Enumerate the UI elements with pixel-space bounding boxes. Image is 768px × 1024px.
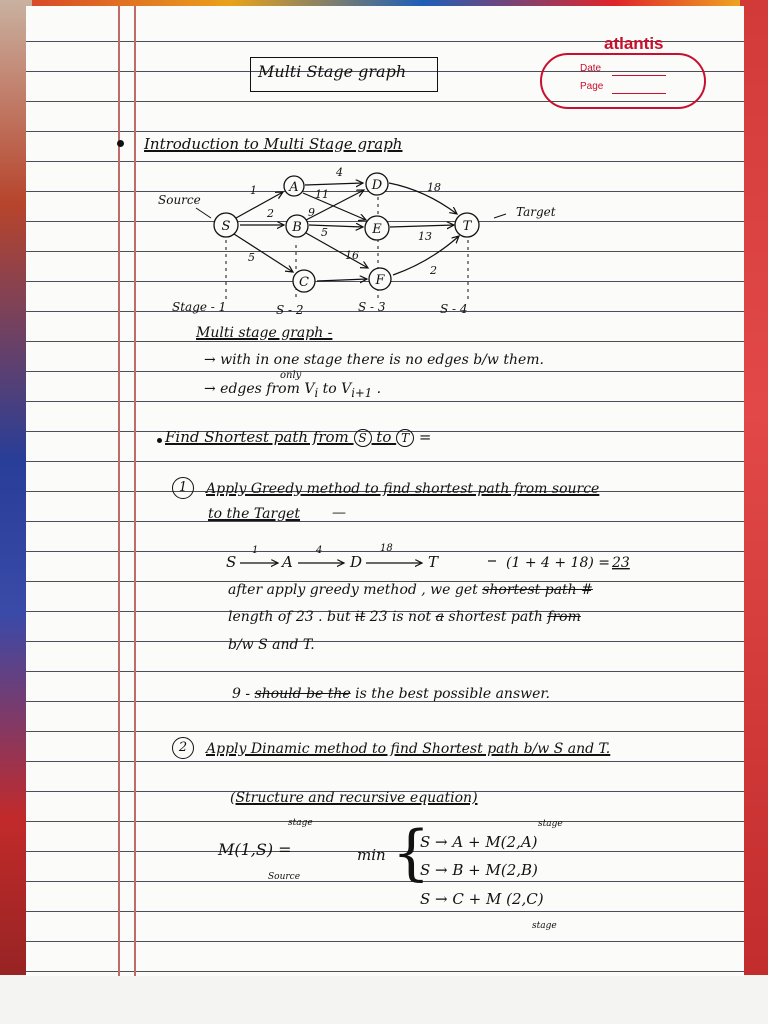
- definition-point-2: [204, 381, 381, 400]
- step-number-2: 2: [172, 737, 194, 759]
- graph-edge: [389, 183, 457, 214]
- graph-edge: [305, 183, 363, 185]
- struck-text: should be the: [254, 686, 351, 702]
- stage-label: S - 4: [440, 302, 468, 316]
- path-sum: (1 + 4 + 18) =: [506, 555, 610, 571]
- node-label: E: [372, 222, 382, 237]
- edge-weight: 2: [267, 207, 274, 220]
- recurrence-lhs: M(1,S) =: [218, 840, 292, 859]
- edge-weight: 4: [336, 166, 343, 179]
- background-bottom: [0, 975, 768, 1024]
- heading-dash: =: [414, 428, 432, 446]
- recurrence-case-1: S → A + M(2,A): [420, 833, 538, 851]
- edge-weight: 13: [418, 230, 432, 243]
- edge-weight: 16: [345, 249, 359, 262]
- greedy-remark-2: [228, 609, 581, 625]
- subscript-i: i: [314, 385, 319, 400]
- node-label: C: [299, 275, 309, 290]
- annotation-stage: stage: [532, 921, 557, 931]
- node-label: S: [221, 219, 231, 234]
- brace-icon: {: [392, 818, 431, 888]
- path-weight: 18: [380, 543, 393, 554]
- remark-text: 23 is not: [365, 609, 436, 625]
- stage-label: Stage - 1: [172, 300, 227, 314]
- node-s-circled: S: [354, 429, 372, 447]
- edge-weight: 1: [250, 184, 257, 197]
- edge-weight: 2: [430, 264, 437, 277]
- step-number-1: 1: [172, 477, 194, 499]
- node-label: T: [462, 219, 472, 234]
- path-weight: 1: [252, 545, 259, 556]
- intro-heading: Introduction to Multi Stage graph: [144, 135, 403, 153]
- node-label: D: [371, 178, 383, 193]
- date-label: Date: [580, 63, 602, 74]
- edge-weight: 5: [248, 251, 255, 264]
- annotation-source: Source: [268, 872, 301, 882]
- stage-label: S - 2: [276, 303, 304, 317]
- point2-to: to V: [318, 381, 352, 397]
- path-node: A: [282, 553, 293, 571]
- note-text: is the best possible answer.: [350, 686, 550, 702]
- remark-text: length of 23 . but: [228, 609, 356, 625]
- structure-heading: (Structure and recursive equation): [230, 790, 478, 806]
- path-node: D: [350, 553, 363, 571]
- definition-point-1: → with in one stage there is no edges b/w them.: [204, 352, 544, 368]
- stage-label: S - 3: [358, 300, 386, 314]
- edge-weight: 5: [321, 226, 328, 239]
- edge-weight: 11: [315, 188, 329, 201]
- graph-edge: [234, 234, 293, 272]
- annotation-stage: stage: [538, 819, 563, 829]
- recurrence-case-2: S → B + M(2,B): [420, 861, 538, 879]
- remark-text: shortest path: [443, 609, 548, 625]
- find-shortest-heading: [165, 428, 431, 447]
- target-pointer: [494, 214, 506, 218]
- path-node: S: [226, 553, 237, 571]
- greedy-line-1: Apply Greedy method to find shortest path from source: [206, 481, 600, 497]
- path-node: T: [428, 553, 439, 571]
- point2-prefix: → edges: [204, 381, 262, 397]
- find-prefix: Find Shortest path from: [165, 428, 354, 446]
- subscript-i-plus-1: i+1: [351, 385, 373, 400]
- greedy-dash: —: [332, 505, 346, 521]
- greedy-path: [0, 535, 768, 585]
- dynamic-line-1: Apply Dinamic method to find Shortest path b/w S and T.: [206, 741, 611, 757]
- page-label: Page: [580, 81, 604, 92]
- struck-text: from: [547, 609, 581, 625]
- annotation-only: only: [280, 370, 302, 381]
- target-label: Target: [516, 205, 556, 219]
- remark-text: after apply greedy method , we get: [228, 582, 483, 598]
- greedy-remark-1: [228, 582, 593, 598]
- edge-weight: 9: [308, 206, 315, 219]
- min-label: min: [357, 846, 386, 864]
- node-t-circled: T: [396, 429, 414, 447]
- greedy-remark-3: b/w S and T.: [228, 637, 315, 653]
- edge-weight: 18: [427, 181, 441, 194]
- path-result: 23: [612, 555, 630, 571]
- graph-edge: [390, 225, 454, 227]
- graph-edge: [317, 279, 367, 281]
- graph-edge: [236, 192, 283, 218]
- greedy-line-2: to the Target: [208, 506, 301, 522]
- note-text: 9 -: [232, 686, 255, 702]
- find-to: to: [371, 428, 397, 446]
- graph-edge: [309, 225, 363, 227]
- path-weight: 4: [316, 545, 323, 556]
- node-label: B: [292, 220, 302, 235]
- source-label: Source: [158, 193, 201, 207]
- node-label: F: [375, 273, 385, 288]
- struck-text: it: [355, 609, 366, 625]
- multistage-graph: [0, 0, 768, 330]
- point2-mid: from V: [261, 381, 315, 397]
- point2-end: .: [372, 381, 382, 397]
- best-answer-note: [232, 686, 550, 702]
- recurrence-case-3: S → C + M (2,C): [420, 890, 544, 908]
- bullet-icon: [157, 438, 162, 443]
- source-pointer: [196, 208, 211, 218]
- brand-logo: atlantis: [604, 34, 664, 53]
- struck-text: shortest path #: [482, 582, 593, 598]
- page-title: Multi Stage graph: [258, 62, 407, 81]
- definition-heading: Multi stage graph -: [196, 325, 333, 341]
- node-label: A: [289, 180, 299, 195]
- annotation-stage: stage: [288, 818, 313, 828]
- struck-text: a: [435, 609, 444, 625]
